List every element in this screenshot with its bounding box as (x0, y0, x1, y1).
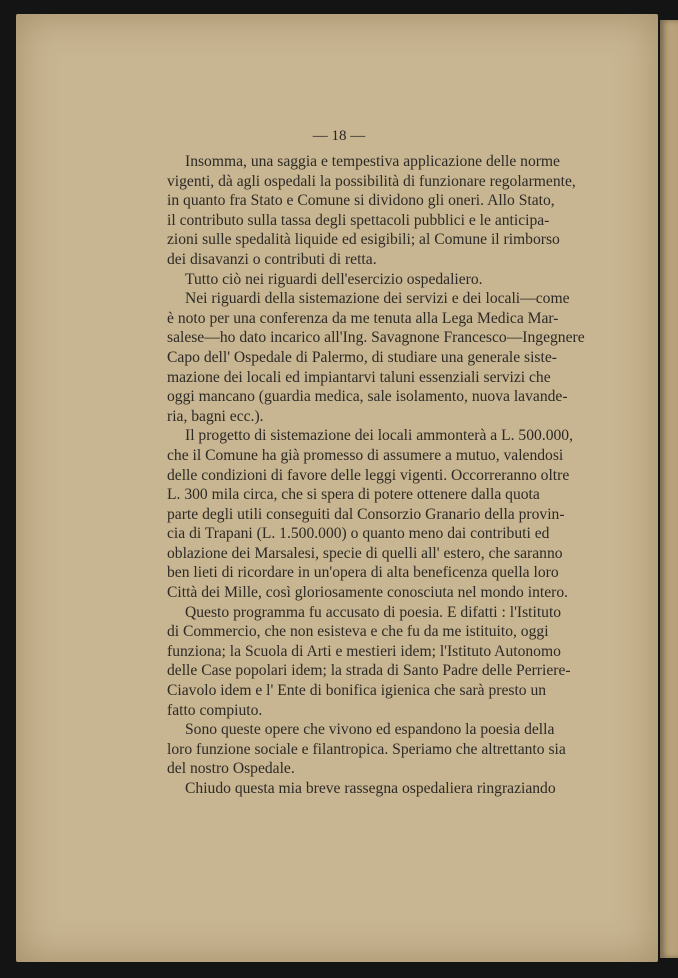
text-line: funziona; la Scuola di Arti e mestieri idem; l'Istituto Autonomo (167, 642, 561, 660)
text-line: zioni sulle spedalità liquide ed esigibili; al Comune il rimborso (167, 231, 560, 249)
paragraph (167, 779, 585, 799)
paragraph (167, 270, 585, 290)
paragraph (167, 289, 585, 426)
paragraph (167, 426, 585, 602)
text-line: Il progetto di sistemazione dei locali ammonterà a L. 500.000, (185, 427, 574, 445)
text-line: Nei riguardi della sistemazione dei servizi e dei locali—come (185, 290, 570, 308)
paragraph (167, 603, 585, 721)
text-line: oggi mancano (guardia medica, sale isolamento, nuova lavande- (167, 388, 568, 406)
text-line: ben lieti di ricordare in un'opera di alta beneficenza quella loro (167, 564, 559, 582)
text-line: parte degli utili conseguiti dal Consorzio Granario della provin- (167, 505, 565, 523)
text-line: mazione dei locali ed impiantarvi taluni essenziali servizi che (167, 368, 551, 386)
text-line: loro funzione sociale e filantropica. Speriamo che altrettanto sia (167, 740, 566, 758)
page-number: — 18 — (312, 128, 366, 144)
text-line: del nostro Ospedale. (167, 760, 295, 778)
text-line: Capo dell' Ospedale di Palermo, di studiare una generale siste- (167, 348, 557, 366)
text-line: di Commercio, che non esisteva e che fu da me istituito, oggi (167, 623, 549, 641)
text-line: delle Case popolari idem; la strada di Santo Padre delle Perriere- (167, 662, 571, 680)
adjacent-page-edge (660, 20, 678, 958)
text-line: fatto compiuto. (167, 701, 263, 719)
text-line: salese—ho dato incarico all'Ing. Savagnone Francesco—Ingegnere (167, 329, 585, 347)
paragraph (167, 152, 585, 270)
text-line: Insomma, una saggia e tempestiva applicazione delle norme (185, 153, 560, 170)
text-line: che il Comune ha già promesso di assumere a mutuo, valendosi (167, 446, 564, 464)
text-line: Chiudo questa mia breve rassegna ospedaliera ringraziando (185, 780, 556, 797)
text-line: Questo programma fu accusato di poesia. E difatti : l'Istituto (185, 603, 562, 621)
text-line: L. 300 mila circa, che si spera di potere ottenere dalla quota (167, 486, 540, 504)
body-text (167, 152, 585, 799)
paragraph (167, 720, 585, 779)
text-line: vigenti, dà agli ospedali la possibilità di funzionare regolarmente, (167, 172, 576, 190)
text-line: Città dei Mille, così gloriosamente conosciuta nel mondo intero. (167, 584, 569, 602)
text-line: dei disavanzi o contributi di retta. (167, 250, 377, 268)
text-line: Ciavolo idem e l' Ente di bonifica igienica che sarà presto un (167, 682, 547, 700)
text-line: oblazione dei Marsalesi, specie di quelli all' estero, che saranno (167, 544, 563, 562)
text-line: Tutto ciò nei riguardi dell'esercizio ospedaliero. (185, 270, 483, 288)
text-line: delle condizioni di favore delle leggi vigenti. Occorreranno oltre (167, 466, 570, 484)
text-line: il contributo sulla tassa degli spettacoli pubblici e le anticipa- (167, 211, 550, 229)
text-line: ria, bagni ecc.). (167, 407, 264, 425)
text-line: in quanto fra Stato e Comune si dividono gli oneri. Allo Stato, (167, 192, 555, 210)
text-line: Sono queste opere che vivono ed espandono la poesia della (185, 721, 555, 739)
text-line: è noto per una conferenza da me tenuta alla Lega Medica Mar- (167, 309, 559, 327)
text-line: cia di Trapani (L. 1.500.000) o quanto meno dai contributi ed (167, 525, 550, 543)
